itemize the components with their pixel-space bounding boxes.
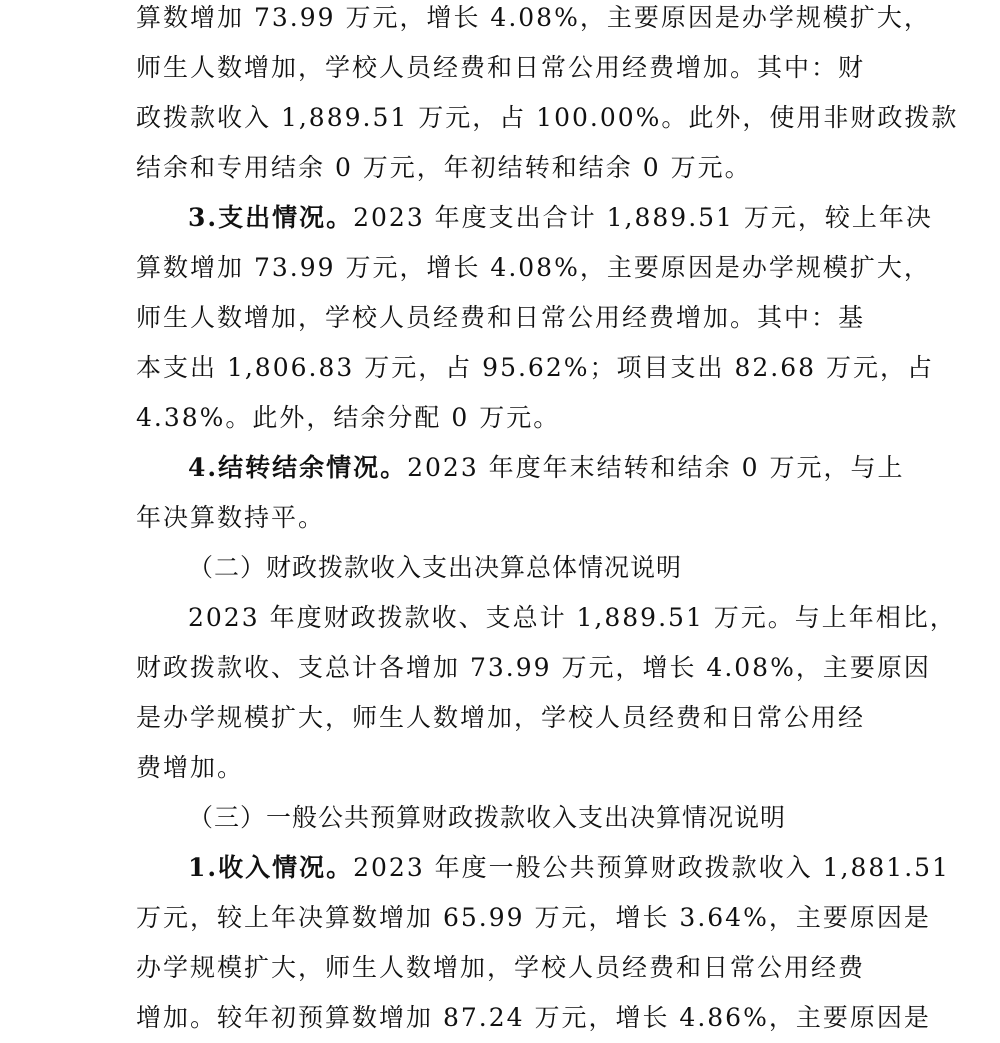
- body-text-line: 是办学规模扩大，师生人数增加，学校人员经费和日常公用经: [136, 703, 866, 732]
- section-3-first-line: [188, 200, 933, 236]
- subsection-2-title: （二）财政拨款收入支出决算总体情况说明: [188, 553, 683, 582]
- body-text-line: 算数增加 73.99 万元，增长 4.08%，主要原因是办学规模扩大，: [136, 253, 931, 282]
- body-text-line: 4.38%。此外，结余分配 0 万元。: [136, 403, 561, 432]
- body-text-line: 费增加。: [136, 753, 245, 782]
- section-4-first-line-text: 2023 年度年末结转和结余 0 万元，与上: [407, 453, 905, 482]
- body-text-line: 政拨款收入 1,889.51 万元，占 100.00%。此外，使用非财政拨款: [136, 103, 959, 132]
- body-text-line: 2023 年度财政拨款收、支总计 1,889.51 万元。与上年相比，: [188, 603, 957, 632]
- body-text-line: 算数增加 73.99 万元，增长 4.08%，主要原因是办学规模扩大，: [136, 3, 931, 32]
- item-1-first-line: [188, 850, 950, 886]
- item-1-first-line-text: 2023 年度一般公共预算财政拨款收入 1,881.51: [353, 853, 950, 882]
- section-4-first-line: [188, 450, 904, 486]
- body-text-line: 办学规模扩大，师生人数增加，学校人员经费和日常公用经费: [136, 953, 866, 982]
- body-text-line: 结余和专用结余 0 万元，年初结转和结余 0 万元。: [136, 153, 752, 182]
- body-text-line: 年决算数持平。: [136, 503, 326, 532]
- body-text-line: 师生人数增加，学校人员经费和日常公用经费增加。其中：基: [136, 303, 866, 332]
- subsection-3-title: （三）一般公共预算财政拨款收入支出决算情况说明: [188, 803, 787, 832]
- body-text-line: 本支出 1,806.83 万元，占 95.62%；项目支出 82.68 万元，占: [136, 353, 934, 382]
- body-text-line: 增加。较年初预算数增加 87.24 万元，增长 4.86%，主要原因是: [136, 1003, 931, 1032]
- section-3-heading: 3.支出情况。: [188, 203, 354, 232]
- body-text-line: 财政拨款收、支总计各增加 73.99 万元，增长 4.08%，主要原因: [136, 653, 931, 682]
- section-3-first-line-text: 2023 年度支出合计 1,889.51 万元，较上年决: [353, 203, 933, 232]
- item-1-heading: 1.收入情况。: [188, 853, 354, 882]
- body-text-line: 万元，较上年决算数增加 65.99 万元，增长 3.64%，主要原因是: [136, 903, 931, 932]
- body-text-line: 师生人数增加，学校人员经费和日常公用经费增加。其中：财: [136, 53, 866, 82]
- section-4-heading: 4.结转结余情况。: [188, 453, 408, 482]
